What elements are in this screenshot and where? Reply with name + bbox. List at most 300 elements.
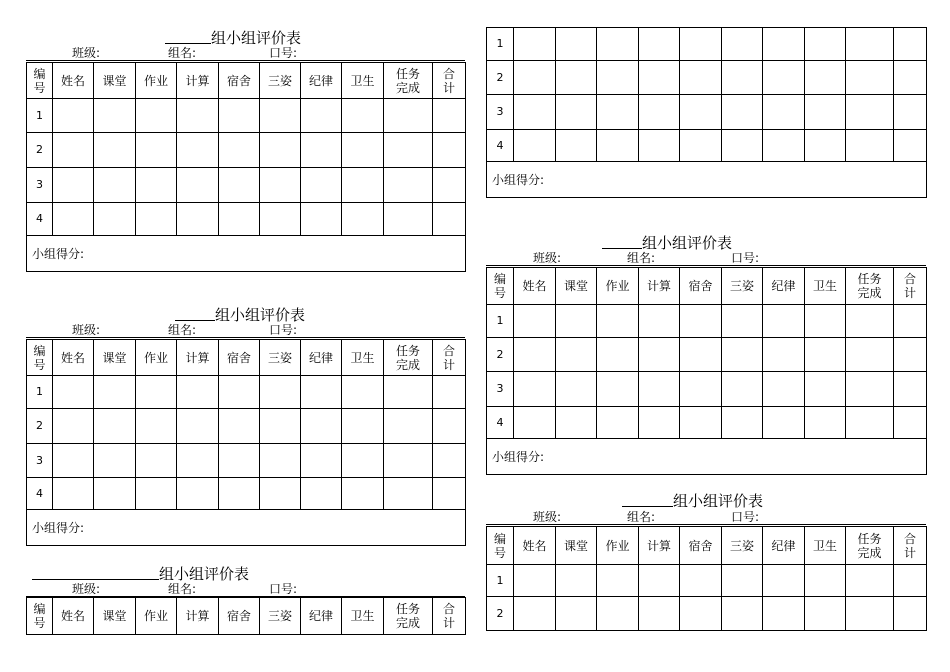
class-cell[interactable] <box>556 130 597 162</box>
table-row <box>27 444 466 478</box>
table-row <box>487 407 927 439</box>
class-cell[interactable] <box>556 28 597 61</box>
header-cell: 卫生 <box>805 268 846 305</box>
row-number: 2 <box>27 409 53 444</box>
row-number: 1 <box>27 99 53 133</box>
dorm-cell[interactable] <box>219 203 260 236</box>
calc-cell[interactable] <box>177 133 219 168</box>
name-cell[interactable] <box>53 203 94 236</box>
homework-cell[interactable] <box>597 130 639 162</box>
class-cell[interactable] <box>94 168 136 203</box>
dorm-cell[interactable] <box>219 409 260 444</box>
homework-cell[interactable] <box>136 99 177 133</box>
total-cell[interactable] <box>433 409 466 444</box>
total-cell[interactable] <box>894 130 927 162</box>
name-cell[interactable] <box>514 597 556 631</box>
header-cell: 宿舍 <box>219 598 260 635</box>
homework-cell[interactable] <box>136 409 177 444</box>
posture-cell[interactable] <box>260 376 301 409</box>
task-cell[interactable] <box>846 338 894 372</box>
header-cell: 作业 <box>136 63 177 99</box>
posture-cell[interactable] <box>722 28 763 61</box>
hygiene-cell[interactable] <box>805 407 846 439</box>
task-cell[interactable] <box>846 130 894 162</box>
group-name-blank <box>165 28 211 44</box>
homework-cell[interactable] <box>136 376 177 409</box>
hygiene-cell[interactable] <box>805 28 846 61</box>
header-cell: 计算 <box>177 63 219 99</box>
calc-cell[interactable] <box>177 99 219 133</box>
header-cell: 合计 <box>894 268 927 305</box>
hygiene-cell[interactable] <box>805 95 846 130</box>
total-cell[interactable] <box>433 203 466 236</box>
header-cell: 课堂 <box>556 268 597 305</box>
discipline-cell[interactable] <box>763 597 805 631</box>
form-title <box>602 233 732 252</box>
calc-cell[interactable] <box>639 565 680 597</box>
row-number: 1 <box>487 305 514 338</box>
score-row <box>487 439 927 475</box>
name-cell[interactable] <box>53 478 94 510</box>
discipline-cell[interactable] <box>301 133 342 168</box>
header-cell: 纪律 <box>763 527 805 565</box>
total-cell[interactable] <box>433 478 466 510</box>
total-cell[interactable] <box>433 168 466 203</box>
task-cell[interactable] <box>846 565 894 597</box>
name-cell[interactable] <box>53 376 94 409</box>
dorm-cell[interactable] <box>680 61 722 95</box>
discipline-cell[interactable] <box>301 444 342 478</box>
hygiene-cell[interactable] <box>805 130 846 162</box>
posture-cell[interactable] <box>260 203 301 236</box>
task-cell[interactable] <box>846 372 894 407</box>
header-cell: 卫生 <box>805 527 846 565</box>
homework-cell[interactable] <box>597 565 639 597</box>
dorm-cell[interactable] <box>680 95 722 130</box>
hygiene-cell[interactable] <box>342 203 384 236</box>
name-cell[interactable] <box>514 407 556 439</box>
table-row <box>487 565 927 597</box>
form-title-text: 组小组评价表 <box>642 234 733 252</box>
name-cell[interactable] <box>53 133 94 168</box>
row-number: 3 <box>487 372 514 407</box>
calc-cell[interactable] <box>639 305 680 338</box>
total-cell[interactable] <box>894 597 927 631</box>
total-cell[interactable] <box>894 372 927 407</box>
class-cell[interactable] <box>556 372 597 407</box>
header-cell: 合计 <box>894 527 927 565</box>
class-cell[interactable] <box>556 597 597 631</box>
class-cell[interactable] <box>94 478 136 510</box>
header-cell: 姓名 <box>53 63 94 99</box>
header-cell: 合计 <box>433 63 466 99</box>
header-cell: 三姿 <box>260 598 301 635</box>
table-row <box>487 28 927 61</box>
dorm-cell[interactable] <box>680 305 722 338</box>
discipline-cell[interactable] <box>763 338 805 372</box>
header-cell: 卫生 <box>342 598 384 635</box>
name-cell[interactable] <box>514 372 556 407</box>
header-cell: 纪律 <box>301 340 342 376</box>
dorm-cell[interactable] <box>680 407 722 439</box>
class-cell[interactable] <box>94 444 136 478</box>
discipline-cell[interactable] <box>763 28 805 61</box>
task-cell[interactable] <box>384 99 433 133</box>
discipline-cell[interactable] <box>301 478 342 510</box>
task-cell[interactable] <box>384 203 433 236</box>
discipline-cell[interactable] <box>301 168 342 203</box>
class-cell[interactable] <box>556 61 597 95</box>
table-row <box>487 338 927 372</box>
table-row <box>487 95 927 130</box>
calc-cell[interactable] <box>639 597 680 631</box>
header-cell: 卫生 <box>342 63 384 99</box>
posture-cell[interactable] <box>722 597 763 631</box>
row-number: 4 <box>487 130 514 162</box>
header-cell: 姓名 <box>53 340 94 376</box>
posture-cell[interactable] <box>722 407 763 439</box>
evaluation-table <box>486 27 927 198</box>
table-row <box>27 409 466 444</box>
slogan-label: 口号: <box>731 510 760 524</box>
header-cell: 任务完成 <box>384 598 433 635</box>
row-number: 1 <box>27 376 53 409</box>
class-cell[interactable] <box>94 99 136 133</box>
row-number: 1 <box>487 565 514 597</box>
total-cell[interactable] <box>433 99 466 133</box>
slogan-label: 口号: <box>731 251 760 265</box>
name-cell[interactable] <box>514 305 556 338</box>
table-row <box>27 99 466 133</box>
posture-cell[interactable] <box>722 130 763 162</box>
header-cell: 作业 <box>136 340 177 376</box>
name-cell[interactable] <box>53 99 94 133</box>
calc-cell[interactable] <box>639 95 680 130</box>
homework-cell[interactable] <box>597 372 639 407</box>
table-row <box>487 372 927 407</box>
class-cell[interactable] <box>94 376 136 409</box>
row-number: 1 <box>487 28 514 61</box>
calc-cell[interactable] <box>639 61 680 95</box>
class-cell[interactable] <box>556 338 597 372</box>
calc-cell[interactable] <box>639 407 680 439</box>
homework-cell[interactable] <box>136 478 177 510</box>
total-cell[interactable] <box>433 133 466 168</box>
row-number: 3 <box>27 168 53 203</box>
name-cell[interactable] <box>53 444 94 478</box>
table-row <box>27 376 466 409</box>
form-title <box>165 28 301 47</box>
homework-cell[interactable] <box>597 61 639 95</box>
task-cell[interactable] <box>846 95 894 130</box>
table-row <box>27 478 466 510</box>
class-label: 班级: <box>533 251 562 265</box>
name-cell[interactable] <box>53 409 94 444</box>
header-cell: 纪律 <box>763 268 805 305</box>
header-cell: 合计 <box>433 598 466 635</box>
dorm-cell[interactable] <box>219 478 260 510</box>
calc-cell[interactable] <box>639 338 680 372</box>
task-cell[interactable] <box>846 407 894 439</box>
dorm-cell[interactable] <box>219 168 260 203</box>
homework-cell[interactable] <box>597 305 639 338</box>
hygiene-cell[interactable] <box>805 565 846 597</box>
header-cell: 课堂 <box>556 527 597 565</box>
task-cell[interactable] <box>846 61 894 95</box>
header-cell: 编号 <box>27 340 53 376</box>
discipline-cell[interactable] <box>763 565 805 597</box>
header-cell: 宿舍 <box>219 63 260 99</box>
header-cell: 纪律 <box>301 63 342 99</box>
hygiene-cell[interactable] <box>342 168 384 203</box>
header-cell: 纪律 <box>301 598 342 635</box>
dorm-cell[interactable] <box>680 565 722 597</box>
header-cell: 三姿 <box>722 268 763 305</box>
group-name-blank <box>622 491 673 507</box>
hygiene-cell[interactable] <box>342 478 384 510</box>
posture-cell[interactable] <box>260 409 301 444</box>
task-cell[interactable] <box>846 305 894 338</box>
header-row <box>27 63 466 99</box>
name-cell[interactable] <box>514 95 556 130</box>
class-label: 班级: <box>72 323 101 337</box>
group-score-label[interactable]: 小组得分: <box>27 510 466 546</box>
header-cell: 三姿 <box>260 63 301 99</box>
group-name-blank <box>32 564 159 580</box>
header-cell: 宿舍 <box>680 268 722 305</box>
form-title <box>622 491 763 510</box>
dorm-cell[interactable] <box>219 133 260 168</box>
row-number: 4 <box>27 478 53 510</box>
dorm-cell[interactable] <box>680 28 722 61</box>
header-cell: 编号 <box>27 63 53 99</box>
posture-cell[interactable] <box>722 305 763 338</box>
group-label: 组名: <box>168 323 197 337</box>
calc-cell[interactable] <box>177 168 219 203</box>
header-cell: 编号 <box>27 598 53 635</box>
task-cell[interactable] <box>846 28 894 61</box>
hygiene-cell[interactable] <box>805 338 846 372</box>
header-row <box>487 268 927 305</box>
hygiene-cell[interactable] <box>805 372 846 407</box>
form-title-text: 组小组评价表 <box>215 306 306 324</box>
dorm-cell[interactable] <box>219 444 260 478</box>
posture-cell[interactable] <box>722 565 763 597</box>
class-cell[interactable] <box>94 133 136 168</box>
calc-cell[interactable] <box>639 28 680 61</box>
posture-cell[interactable] <box>260 133 301 168</box>
table-row <box>487 597 927 631</box>
class-cell[interactable] <box>556 407 597 439</box>
total-cell[interactable] <box>894 61 927 95</box>
form-title <box>32 564 249 583</box>
hygiene-cell[interactable] <box>805 305 846 338</box>
form-title-text: 组小组评价表 <box>673 492 764 510</box>
homework-cell[interactable] <box>597 28 639 61</box>
posture-cell[interactable] <box>722 372 763 407</box>
discipline-cell[interactable] <box>301 409 342 444</box>
calc-cell[interactable] <box>639 130 680 162</box>
dorm-cell[interactable] <box>219 376 260 409</box>
total-cell[interactable] <box>433 376 466 409</box>
calc-cell[interactable] <box>177 203 219 236</box>
task-cell[interactable] <box>846 597 894 631</box>
dorm-cell[interactable] <box>680 372 722 407</box>
discipline-cell[interactable] <box>763 407 805 439</box>
homework-cell[interactable] <box>597 407 639 439</box>
header-cell: 三姿 <box>260 340 301 376</box>
total-cell[interactable] <box>894 407 927 439</box>
header-cell: 计算 <box>639 268 680 305</box>
task-cell[interactable] <box>384 444 433 478</box>
homework-cell[interactable] <box>136 444 177 478</box>
hygiene-cell[interactable] <box>342 444 384 478</box>
form-info-line <box>26 582 465 597</box>
calc-cell[interactable] <box>639 372 680 407</box>
header-cell: 计算 <box>639 527 680 565</box>
posture-cell[interactable] <box>260 99 301 133</box>
name-cell[interactable] <box>514 565 556 597</box>
total-cell[interactable] <box>894 305 927 338</box>
homework-cell[interactable] <box>136 203 177 236</box>
group-label: 组名: <box>168 46 197 60</box>
table-row <box>487 61 927 95</box>
table-row <box>27 168 466 203</box>
homework-cell[interactable] <box>597 597 639 631</box>
header-cell: 宿舍 <box>680 527 722 565</box>
posture-cell[interactable] <box>260 444 301 478</box>
name-cell[interactable] <box>514 61 556 95</box>
discipline-cell[interactable] <box>301 376 342 409</box>
row-number: 4 <box>487 407 514 439</box>
task-cell[interactable] <box>384 133 433 168</box>
header-cell: 姓名 <box>514 527 556 565</box>
posture-cell[interactable] <box>722 95 763 130</box>
header-row <box>27 598 466 635</box>
dorm-cell[interactable] <box>680 597 722 631</box>
group-score-label[interactable]: 小组得分: <box>487 439 927 475</box>
calc-cell[interactable] <box>177 409 219 444</box>
hygiene-cell[interactable] <box>342 99 384 133</box>
discipline-cell[interactable] <box>763 305 805 338</box>
group-score-label[interactable]: 小组得分: <box>487 162 927 198</box>
discipline-cell[interactable] <box>763 95 805 130</box>
group-label: 组名: <box>168 582 197 596</box>
form-title <box>175 305 305 324</box>
header-cell: 姓名 <box>514 268 556 305</box>
posture-cell[interactable] <box>260 478 301 510</box>
slogan-label: 口号: <box>269 582 298 596</box>
calc-cell[interactable] <box>177 478 219 510</box>
homework-cell[interactable] <box>136 133 177 168</box>
form-title-text: 组小组评价表 <box>211 29 302 47</box>
task-cell[interactable] <box>384 168 433 203</box>
posture-cell[interactable] <box>722 338 763 372</box>
row-number: 2 <box>487 597 514 631</box>
homework-cell[interactable] <box>136 168 177 203</box>
header-row <box>27 340 466 376</box>
header-cell: 课堂 <box>94 598 136 635</box>
discipline-cell[interactable] <box>763 372 805 407</box>
hygiene-cell[interactable] <box>342 133 384 168</box>
header-cell: 三姿 <box>722 527 763 565</box>
dorm-cell[interactable] <box>680 338 722 372</box>
hygiene-cell[interactable] <box>342 376 384 409</box>
row-number: 3 <box>27 444 53 478</box>
name-cell[interactable] <box>514 28 556 61</box>
header-cell: 任务完成 <box>384 63 433 99</box>
class-label: 班级: <box>533 510 562 524</box>
header-cell: 任务完成 <box>384 340 433 376</box>
header-cell: 作业 <box>597 527 639 565</box>
task-cell[interactable] <box>384 376 433 409</box>
dorm-cell[interactable] <box>219 99 260 133</box>
posture-cell[interactable] <box>260 168 301 203</box>
class-cell[interactable] <box>556 95 597 130</box>
row-number: 3 <box>487 95 514 130</box>
discipline-cell[interactable] <box>763 130 805 162</box>
class-cell[interactable] <box>556 305 597 338</box>
total-cell[interactable] <box>894 565 927 597</box>
header-cell: 计算 <box>177 340 219 376</box>
evaluation-table <box>26 62 466 272</box>
evaluation-table <box>26 339 466 546</box>
header-cell: 编号 <box>487 268 514 305</box>
name-cell[interactable] <box>514 130 556 162</box>
calc-cell[interactable] <box>177 444 219 478</box>
evaluation-table <box>486 526 927 631</box>
discipline-cell[interactable] <box>301 99 342 133</box>
class-cell[interactable] <box>94 203 136 236</box>
header-cell: 任务完成 <box>846 527 894 565</box>
total-cell[interactable] <box>894 95 927 130</box>
row-number: 4 <box>27 203 53 236</box>
group-score-label[interactable]: 小组得分: <box>27 236 466 272</box>
task-cell[interactable] <box>384 409 433 444</box>
class-cell[interactable] <box>94 409 136 444</box>
homework-cell[interactable] <box>597 95 639 130</box>
form-info-line <box>486 510 926 525</box>
total-cell[interactable] <box>894 338 927 372</box>
header-row <box>487 527 927 565</box>
total-cell[interactable] <box>433 444 466 478</box>
header-cell: 作业 <box>136 598 177 635</box>
header-cell: 编号 <box>487 527 514 565</box>
hygiene-cell[interactable] <box>805 597 846 631</box>
slogan-label: 口号: <box>269 323 298 337</box>
name-cell[interactable] <box>514 338 556 372</box>
header-cell: 合计 <box>433 340 466 376</box>
discipline-cell[interactable] <box>763 61 805 95</box>
score-row <box>27 236 466 272</box>
task-cell[interactable] <box>384 478 433 510</box>
hygiene-cell[interactable] <box>805 61 846 95</box>
discipline-cell[interactable] <box>301 203 342 236</box>
total-cell[interactable] <box>894 28 927 61</box>
hygiene-cell[interactable] <box>342 409 384 444</box>
header-cell: 作业 <box>597 268 639 305</box>
header-cell: 姓名 <box>53 598 94 635</box>
form-title-text: 组小组评价表 <box>159 565 250 583</box>
dorm-cell[interactable] <box>680 130 722 162</box>
calc-cell[interactable] <box>177 376 219 409</box>
header-cell: 任务完成 <box>846 268 894 305</box>
class-cell[interactable] <box>556 565 597 597</box>
posture-cell[interactable] <box>722 61 763 95</box>
table-row <box>27 133 466 168</box>
name-cell[interactable] <box>53 168 94 203</box>
homework-cell[interactable] <box>597 338 639 372</box>
